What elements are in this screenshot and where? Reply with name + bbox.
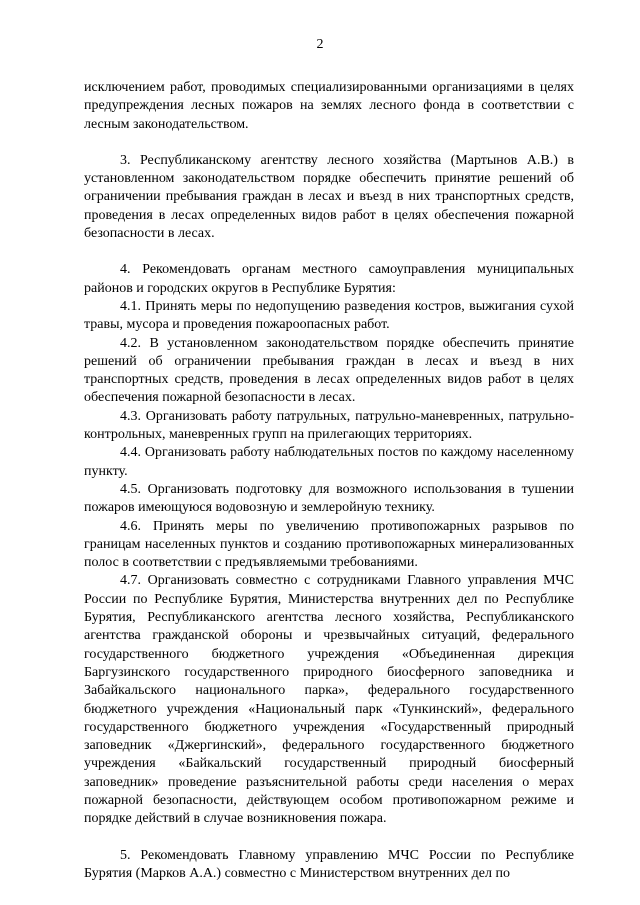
- paragraph: 4.7. Организовать совместно с сотрудниками Главного управления МЧС России по Республике Бурятия, Министерства внутренних дел по Республике Бурятия, Республиканского агентства лесного хозяйства, Республиканского агентства гражданской обороны и чрезвычайных ситуаций, федерального государственного бюджетного учреждения «Объединенная дирекция Баргузинского государственного природного биосферного заповедника и Забайкальского национального парка», федерального государственного бюджетного учреждения «Национальный парк «Тункинский», федерального государственного бюджетного учреждения «Государственный природный заповедник «Джергинский», федерального государственного бюджетного учреждения «Байкальский государственный природный биосферный заповедник» проведение разъяснительной работы среди населения о мерах пожарной безопасности, действующем особом противопожарном режиме и порядке действий в случае возникновения пожара.: [84, 573, 574, 827]
- paragraph: 5. Рекомендовать Главному управлению МЧС России по Республике Бурятия (Марков А.А.) совместно с Министерством внутренних дел по: [84, 847, 574, 881]
- paragraph: 4.4. Организовать работу наблюдательных постов по каждому населенному пункту.: [84, 445, 574, 479]
- page-number: 2: [316, 37, 324, 52]
- paragraph: 3. Республиканскому агентству лесного хозяйства (Мартынов А.В.) в установленном законодательством порядке обеспечить принятие решений об ограничении пребывания граждан в лесах и въезд в них транспортных средств, проведения в лесах определенных видов работ в целях обеспечения пожарной безопасности в лесах.: [84, 152, 574, 242]
- paragraph: 4.2. В установленном законодательством порядке обеспечить принятие решений об ограничении пребывания граждан в лесах и въезд в них транспортных средств, проведения в лесах определенных видов работ в целях обеспечения пожарной безопасности в лесах.: [84, 335, 574, 406]
- paragraph: 4.3. Организовать работу патрульных, патрульно-маневренных, патрульно-контрольных, маневренных групп на прилегающих территориях.: [84, 408, 574, 443]
- paragraph: 4.6. Принять меры по увеличению противопожарных разрывов по границам населенных пунктов и созданию противопожарных минерализованных полос в соответствии с предъявляемыми требованиями.: [84, 518, 574, 571]
- document-body: [84, 79, 574, 883]
- paragraph: 4. Рекомендовать органам местного самоуправления муниципальных районов и городских округов в Республике Бурятия:: [84, 262, 574, 296]
- paragraph: исключением работ, проводимых специализированными организациями в целях предупреждения лесных пожаров на землях лесного фонда в соответствии с лесным законодательством.: [84, 80, 574, 132]
- paragraph: 4.1. Принять меры по недопущению разведения костров, выжигания сухой травы, мусора и проведения пожароопасных работ.: [84, 298, 574, 333]
- paragraph: 4.5. Организовать подготовку для возможного использования в тушении пожаров имеющуюся водовозную и землеройную технику.: [84, 481, 574, 516]
